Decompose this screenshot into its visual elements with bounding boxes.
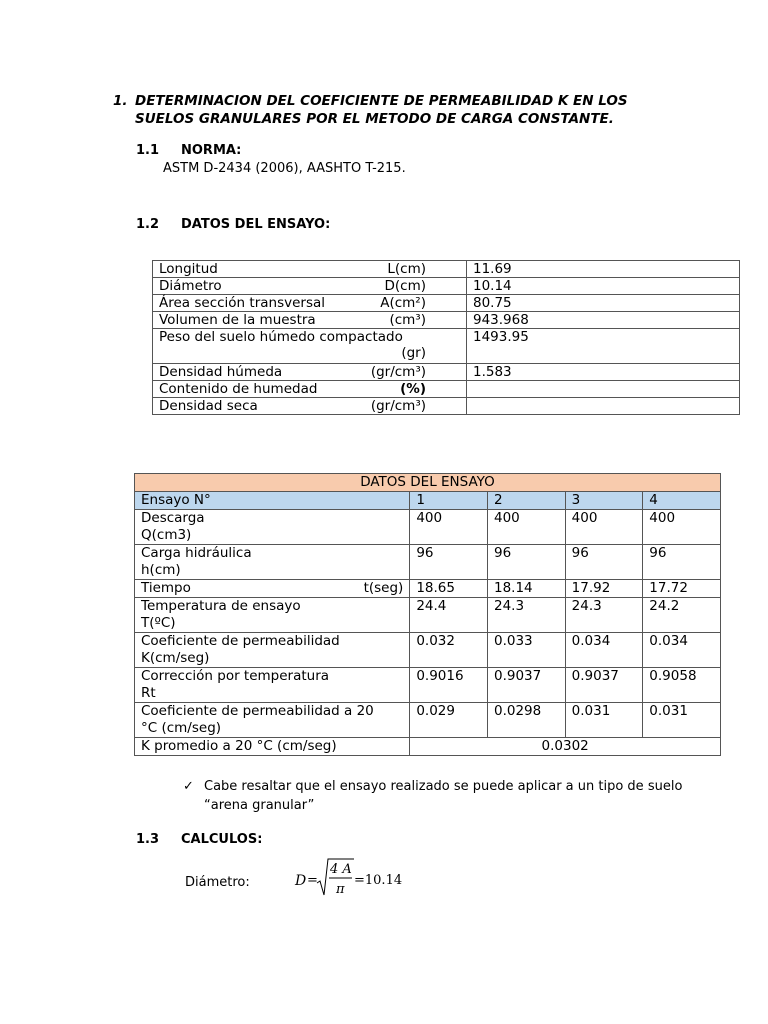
table-cell: 96 bbox=[643, 545, 721, 580]
heading-line-2: SUELOS GRANULARES POR EL METODO DE CARGA CONSTANTE. bbox=[135, 111, 614, 127]
table-cell: 24.3 bbox=[565, 598, 643, 633]
prop-label: Densidad seca bbox=[159, 398, 258, 414]
row-label: Descarga bbox=[141, 510, 205, 526]
table-cell: 24.4 bbox=[410, 598, 488, 633]
table-row bbox=[135, 510, 721, 545]
norma-text: ASTM D-2434 (2006), AASHTO T-215. bbox=[163, 161, 406, 176]
row-unit: °C (cm/seg) bbox=[141, 720, 222, 736]
table-cell: 0.031 bbox=[643, 703, 721, 738]
formula-denominator: π bbox=[336, 882, 345, 897]
table-row bbox=[135, 580, 721, 598]
prop-value: 1.583 bbox=[467, 364, 740, 381]
row-unit: K(cm/seg) bbox=[141, 650, 210, 666]
table-cell: 0.9037 bbox=[487, 668, 565, 703]
section-number: 1.3 bbox=[136, 832, 160, 847]
table-cell: 0.034 bbox=[565, 633, 643, 668]
table-cell: 17.72 bbox=[643, 580, 721, 598]
table-cell: 0.029 bbox=[410, 703, 488, 738]
table-cell: 18.65 bbox=[410, 580, 488, 598]
table-row bbox=[153, 329, 740, 364]
column-header: 3 bbox=[565, 492, 643, 510]
average-label: K promedio a 20 °C (cm/seg) bbox=[135, 738, 410, 756]
prop-unit: (cm³) bbox=[389, 312, 426, 328]
row-label: Coeficiente de permeabilidad bbox=[141, 633, 340, 649]
prop-unit: D(cm) bbox=[384, 278, 426, 294]
prop-label: Densidad húmeda bbox=[159, 364, 283, 380]
prop-value: 80.75 bbox=[467, 295, 740, 312]
table-cell: 400 bbox=[487, 510, 565, 545]
section-title: CALCULOS: bbox=[181, 832, 263, 847]
row-unit: t(seg) bbox=[363, 580, 404, 596]
column-header: 1 bbox=[410, 492, 488, 510]
table-row bbox=[135, 703, 721, 738]
section-title: DATOS DEL ENSAYO: bbox=[181, 217, 331, 232]
table-cell: 0.9016 bbox=[410, 668, 488, 703]
average-value: 0.0302 bbox=[410, 738, 721, 756]
prop-label: Peso del suelo húmedo compactado bbox=[159, 329, 403, 345]
prop-value: 10.14 bbox=[467, 278, 740, 295]
table-row bbox=[153, 364, 740, 381]
table-cell: 400 bbox=[565, 510, 643, 545]
row-unit: h(cm) bbox=[141, 562, 181, 578]
table-cell: 0.031 bbox=[565, 703, 643, 738]
prop-unit: (gr/cm³) bbox=[370, 398, 426, 414]
row-label: Coeficiente de permeabilidad a 20 bbox=[141, 703, 374, 719]
section-number: 1.1 bbox=[136, 143, 160, 158]
prop-label: Contenido de humedad bbox=[159, 381, 318, 397]
table-row bbox=[153, 398, 740, 415]
note-text: Cabe resaltar que el ensayo realizado se puede aplicar a un tipo de suelo “arena granular” bbox=[204, 779, 683, 813]
table-cell: 0.9058 bbox=[643, 668, 721, 703]
table-cell: 400 bbox=[643, 510, 721, 545]
table-row bbox=[153, 278, 740, 295]
table-cell: 400 bbox=[410, 510, 488, 545]
table-cell: 96 bbox=[487, 545, 565, 580]
diameter-label: Diámetro: bbox=[185, 875, 250, 890]
table-row bbox=[135, 668, 721, 703]
table-row bbox=[135, 598, 721, 633]
row-unit: Rt bbox=[141, 685, 156, 701]
row-label: Tiempo bbox=[141, 580, 191, 596]
table-cell: 18.14 bbox=[487, 580, 565, 598]
table-row bbox=[153, 295, 740, 312]
table-row bbox=[135, 633, 721, 668]
prop-value bbox=[467, 381, 740, 398]
table-row bbox=[153, 312, 740, 329]
prop-label: Volumen de la muestra bbox=[159, 312, 316, 328]
table-row bbox=[135, 545, 721, 580]
column-header: 4 bbox=[643, 492, 721, 510]
row-unit: T(ºC) bbox=[141, 615, 176, 631]
prop-value: 1493.95 bbox=[467, 329, 740, 364]
column-header: Ensayo N° bbox=[135, 492, 410, 510]
checkmark-icon: ✓ bbox=[183, 779, 194, 794]
formula-result: =10.14 bbox=[354, 873, 403, 888]
table-row bbox=[153, 381, 740, 398]
row-label: Carga hidráulica bbox=[141, 545, 252, 561]
table-cell: 0.034 bbox=[643, 633, 721, 668]
diameter-formula bbox=[290, 853, 430, 899]
prop-label: Área sección transversal bbox=[159, 295, 326, 311]
table-header-row bbox=[135, 492, 721, 510]
section-number: 1.2 bbox=[136, 217, 160, 232]
table-cell: 96 bbox=[565, 545, 643, 580]
table-cell: 24.2 bbox=[643, 598, 721, 633]
formula-equals: = bbox=[307, 873, 318, 888]
column-header: 2 bbox=[487, 492, 565, 510]
prop-label: Longitud bbox=[159, 261, 218, 277]
prop-unit: L(cm) bbox=[387, 261, 426, 277]
section-title: NORMA: bbox=[181, 143, 242, 158]
table-title-row bbox=[135, 474, 721, 492]
prop-unit: (%) bbox=[400, 381, 426, 397]
sample-properties-table bbox=[152, 260, 740, 415]
test-data-table bbox=[134, 473, 721, 756]
formula-numerator: 4 A bbox=[330, 862, 352, 877]
table-cell: 0.032 bbox=[410, 633, 488, 668]
prop-unit: A(cm²) bbox=[380, 295, 426, 311]
table-row bbox=[153, 261, 740, 278]
prop-value: 943.968 bbox=[467, 312, 740, 329]
table-cell: 17.92 bbox=[565, 580, 643, 598]
row-label: Temperatura de ensayo bbox=[141, 598, 301, 614]
prop-label: Diámetro bbox=[159, 278, 222, 294]
table-cell: 0.0298 bbox=[487, 703, 565, 738]
table-cell: 0.033 bbox=[487, 633, 565, 668]
heading-line-1: DETERMINACION DEL COEFICIENTE DE PERMEABILIDAD K EN LOS bbox=[135, 93, 628, 109]
table-cell: 96 bbox=[410, 545, 488, 580]
formula-lhs: D bbox=[295, 873, 307, 889]
row-label: Corrección por temperatura bbox=[141, 668, 330, 684]
row-unit: Q(cm3) bbox=[141, 527, 192, 543]
table-cell: 24.3 bbox=[487, 598, 565, 633]
prop-unit: (gr) bbox=[401, 345, 426, 361]
prop-value bbox=[467, 398, 740, 415]
table-title: DATOS DEL ENSAYO bbox=[135, 474, 721, 492]
heading-number: 1. bbox=[113, 93, 128, 109]
table-cell: 0.9037 bbox=[565, 668, 643, 703]
prop-unit: (gr/cm³) bbox=[370, 364, 426, 380]
prop-value: 11.69 bbox=[467, 261, 740, 278]
average-row bbox=[135, 738, 721, 756]
